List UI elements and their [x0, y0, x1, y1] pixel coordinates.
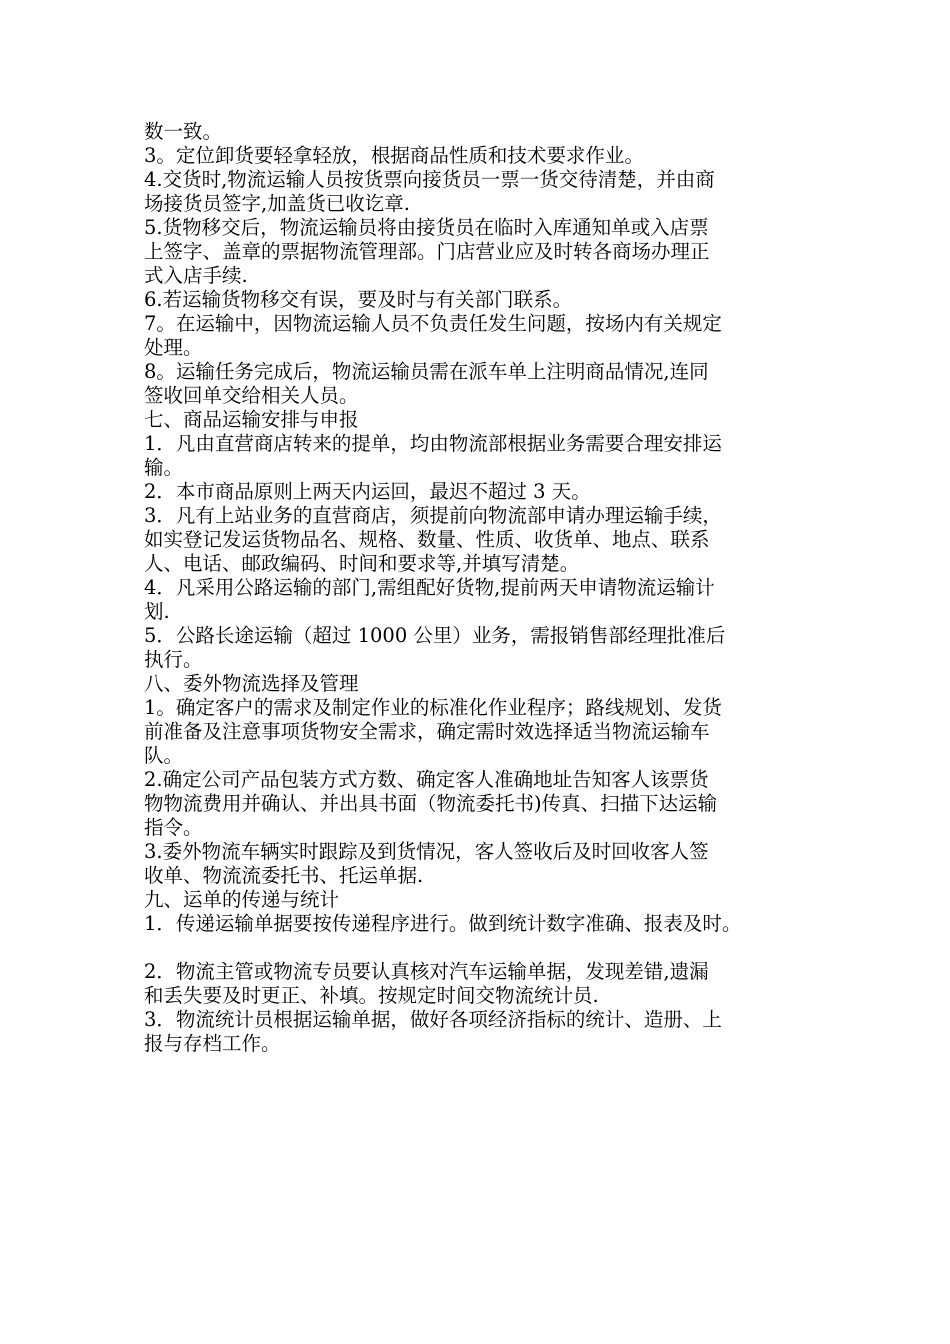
section-heading: 八、委外物流选择及管理	[144, 672, 359, 695]
text-line: 报与存档工作。	[144, 1032, 281, 1055]
text-line: 2．物流主管或物流专员要认真核对汽车运输单据，发现差错,遗漏	[144, 960, 709, 983]
text-line: 4．凡采用公路运输的部门,需组配好货物,提前两天申请物流运输计	[144, 576, 715, 599]
text-line: 划.	[144, 600, 170, 623]
text-line: 指令。	[144, 816, 203, 839]
text-line: 8。运输任务完成后，物流运输员需在派车单上注明商品情况,连同	[144, 360, 709, 383]
text-line: 3。定位卸货要轻拿轻放，根据商品性质和技术要求作业。	[144, 144, 644, 167]
text-line: 5．公路长途运输（超过 1000 公里）业务，需报销售部经理批准后	[144, 624, 726, 647]
section-heading: 七、商品运输安排与申报	[144, 408, 359, 431]
blank-line	[144, 936, 824, 960]
text-line: 输。	[144, 456, 184, 479]
text-line: 3．凡有上站业务的直营商店，须提前向物流部申请办理运输手续，	[144, 504, 722, 527]
text-line: 2.确定公司产品包装方式方数、确定客人准确地址告知客人该票货	[144, 768, 709, 791]
text-line: 5.货物移交后，物流运输员将由接货员在临时入库通知单或入店票	[144, 216, 709, 239]
section-heading: 九、运单的传递与统计	[144, 888, 340, 911]
text-line: 如实登记发运货物品名、规格、数量、性质、收货单、地点、联系	[144, 528, 710, 551]
text-line: 执行。	[144, 648, 203, 671]
text-line: 7。在运输中，因物流运输人员不负责任发生问题，按场内有关规定	[144, 312, 722, 335]
text-line: 4.交货时,物流运输人员按货票向接货员一票一货交待清楚，并由商	[144, 168, 715, 191]
text-line: 数一致。	[144, 120, 223, 143]
text-line: 和丢失要及时更正、补填。按规定时间交物流统计员.	[144, 984, 599, 1007]
text-line: 收单、物流流委托书、托运单据.	[144, 864, 424, 887]
text-line: 物物流费用并确认、并出具书面（物流委托书)传真、扫描下达运输	[144, 792, 718, 815]
text-line: 3.委外物流车辆实时跟踪及到货情况，客人签收后及时回收客人签	[144, 840, 709, 863]
text-line: 6.若运输货物移交有误，要及时与有关部门联系。	[144, 288, 573, 311]
text-line: 签收回单交给相关人员。	[144, 384, 359, 407]
document-body	[144, 120, 824, 1056]
text-line: 1．凡由直营商店转来的提单，均由物流部根据业务需要合理安排运	[144, 432, 722, 455]
text-line: 处理。	[144, 336, 203, 359]
text-line: 人、电话、邮政编码、时间和要求等,并填写清楚。	[144, 552, 580, 575]
text-line: 1．传递运输单据要按传递程序进行。做到统计数字准确、报表及时。	[144, 912, 742, 935]
text-line: 3．物流统计员根据运输单据，做好各项经济指标的统计、造册、上	[144, 1008, 722, 1031]
text-line: 式入店手续.	[144, 264, 248, 287]
text-line: 上签字、盖章的票据物流管理部。门店营业应及时转各商场办理正	[144, 240, 710, 263]
text-line: 1。确定客户的需求及制定作业的标准化作业程序；路线规划、发货	[144, 696, 722, 719]
text-line: 队。	[144, 744, 184, 767]
text-line: 2．本市商品原则上两天内运回，最迟不超过 3 天。	[144, 480, 591, 503]
text-line: 场接货员签字,加盖货已收讫章.	[144, 192, 410, 215]
text-line: 前准备及注意事项货物安全需求，确定需时效选择适当物流运输车	[144, 720, 710, 743]
